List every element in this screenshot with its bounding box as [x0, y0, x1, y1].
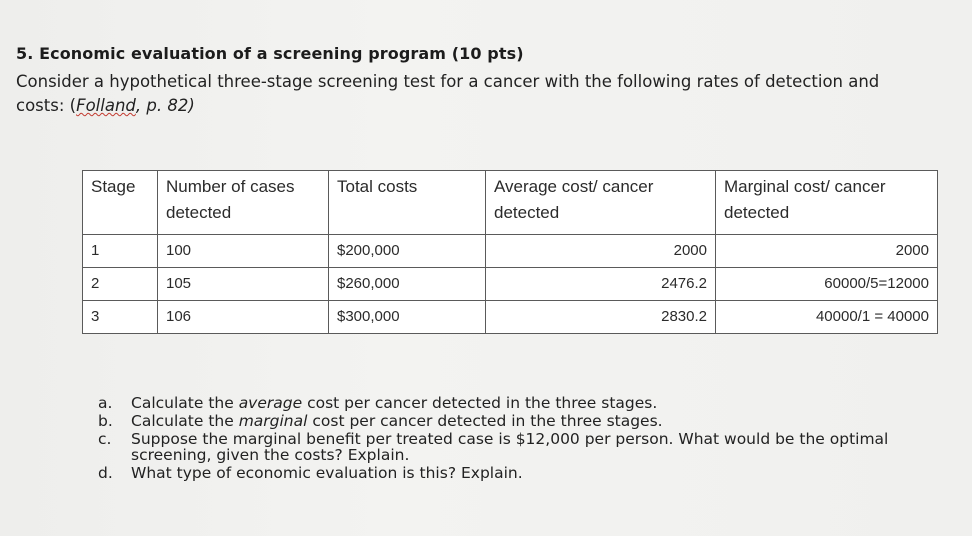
header-cases: Number of cases detected	[158, 171, 329, 235]
question-intro-line1: Consider a hypothetical three-stage screening test for a cancer with the following rates of detection and	[16, 72, 880, 91]
subquestion-text: What type of economic evaluation is this? Explain.	[131, 464, 523, 482]
table-header-row	[83, 171, 938, 235]
cell-stage: 1	[83, 235, 158, 268]
subquestion-text: Calculate the	[131, 394, 239, 412]
cell-total: $260,000	[329, 268, 486, 301]
cell-average: 2476.2	[486, 268, 716, 301]
cell-marginal: 2000	[716, 235, 938, 268]
header-marginal-cost: Marginal cost/ cancer detected	[716, 171, 938, 235]
subquestion-text: Suppose the marginal benefit per treated case is $12,000 per person. What would be the optimal screening, given the costs? Explain.	[131, 430, 889, 464]
subquestion-letter: a.	[98, 394, 113, 412]
header-stage: Stage	[83, 171, 158, 235]
subquestion-letter: d.	[98, 464, 113, 482]
table-row	[83, 301, 938, 334]
question-heading: 5. Economic evaluation of a screening program (10 pts)	[16, 44, 524, 63]
cell-total: $300,000	[329, 301, 486, 334]
table-row	[83, 235, 938, 268]
cell-marginal: 60000/5=12000	[716, 268, 938, 301]
subquestion-text-end: cost per cancer detected in the three stages.	[302, 394, 658, 412]
subquestion-d	[98, 465, 958, 481]
header-total-costs: Total costs	[329, 171, 486, 235]
reference-author: Folland	[76, 96, 136, 115]
cell-marginal: 40000/1 = 40000	[716, 301, 938, 334]
header-average-cost: Average cost/ cancer detected	[486, 171, 716, 235]
question-intro-line2	[16, 96, 195, 115]
cell-cases: 106	[158, 301, 329, 334]
subquestion-emphasis: marginal	[238, 412, 308, 430]
cell-cases: 105	[158, 268, 329, 301]
cell-cases: 100	[158, 235, 329, 268]
cell-average: 2830.2	[486, 301, 716, 334]
subquestion-text-end: cost per cancer detected in the three stages.	[307, 412, 663, 430]
cell-stage: 3	[83, 301, 158, 334]
subquestion-text: Calculate the	[131, 412, 239, 430]
table-row	[83, 268, 938, 301]
subquestion-list	[98, 395, 958, 483]
subquestion-letter: c.	[98, 430, 112, 448]
subquestion-letter: b.	[98, 412, 113, 430]
cost-table	[82, 170, 938, 334]
subquestion-emphasis: average	[238, 394, 303, 412]
cell-average: 2000	[486, 235, 716, 268]
subquestion-b	[98, 413, 958, 429]
cell-total: $200,000	[329, 235, 486, 268]
subquestion-a	[98, 395, 958, 411]
intro-prefix: costs: (	[16, 96, 77, 115]
reference-page: , p. 82)	[135, 96, 195, 115]
cell-stage: 2	[83, 268, 158, 301]
subquestion-c	[98, 431, 958, 463]
